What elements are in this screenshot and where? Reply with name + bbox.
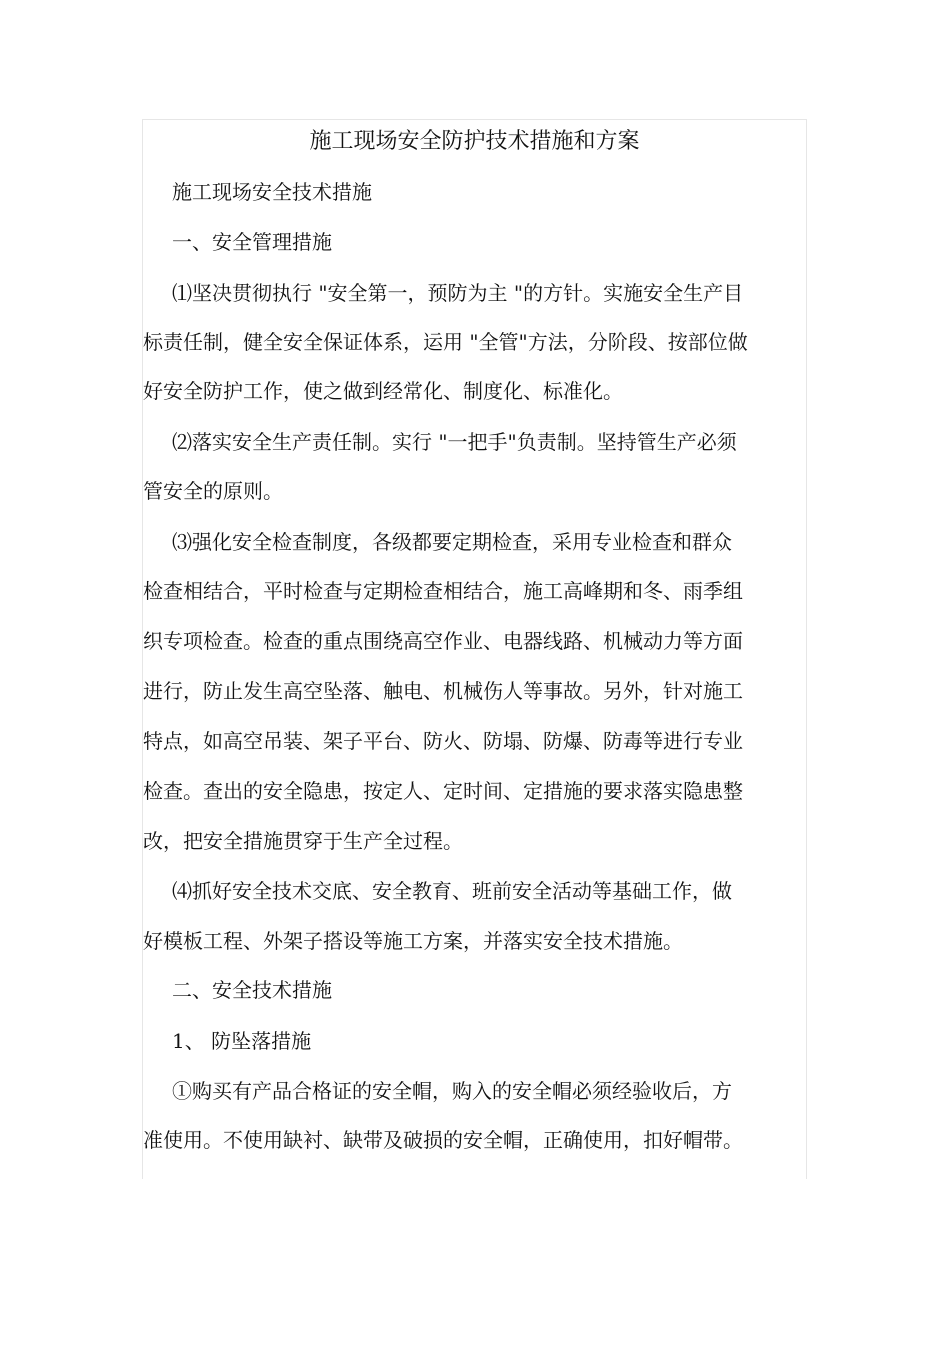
paragraph-line: 特点，如高空吊装、架子平台、防火、防塌、防爆、防毒等进行专业 — [143, 729, 743, 753]
paragraph-line: 标责任制，健全安全保证体系，运用 "全管"方法，分阶段、按部位做 — [143, 330, 748, 354]
paragraph-line: 织专项检查。检查的重点围绕高空作业、电器线路、机械动力等方面 — [143, 629, 743, 653]
paragraph-line: ⑷抓好安全技术交底、安全教育、班前安全活动等基础工作，做 — [172, 879, 732, 903]
paragraph-line: 管安全的原则。 — [143, 479, 283, 503]
paragraph-line: 检查相结合，平时检查与定期检查相结合，施工高峰期和冬、雨季组 — [143, 579, 743, 603]
section-heading: 二、安全技术措施 — [172, 978, 332, 1002]
subsection-heading: 1、 防坠落措施 — [172, 1029, 312, 1053]
paragraph-line: 准使用。不使用缺衬、缺带及破损的安全帽，正确使用，扣好帽带。 — [143, 1128, 743, 1152]
paragraph-line: 进行，防止发生高空坠落、触电、机械伤人等事故。另外，针对施工 — [143, 679, 743, 703]
paragraph-line: 检查。查出的安全隐患，按定人、定时间、定措施的要求落实隐患整 — [143, 779, 743, 803]
document-title: 施工现场安全防护技术措施和方案 — [309, 129, 640, 154]
section-heading: 施工现场安全技术措施 — [172, 180, 372, 204]
paragraph-line: ①购买有产品合格证的安全帽，购入的安全帽必须经验收后，方 — [172, 1079, 732, 1103]
paragraph-line: 好模板工程、外架子搭设等施工方案，并落实安全技术措施。 — [143, 929, 683, 953]
paragraph-line: ⑶强化安全检查制度，各级都要定期检查，采用专业检查和群众 — [172, 530, 732, 554]
paragraph-line: ⑵落实安全生产责任制。实行 "一把手"负责制。坚持管生产必须 — [172, 430, 737, 454]
section-heading: 一、安全管理措施 — [172, 230, 332, 254]
paragraph-line: 改，把安全措施贯穿于生产全过程。 — [143, 829, 463, 853]
paragraph-line: ⑴坚决贯彻执行 "安全第一，预防为主 "的方针。实施安全生产目 — [172, 281, 744, 305]
paragraph-line: 好安全防护工作，使之做到经常化、制度化、标准化。 — [143, 379, 623, 403]
